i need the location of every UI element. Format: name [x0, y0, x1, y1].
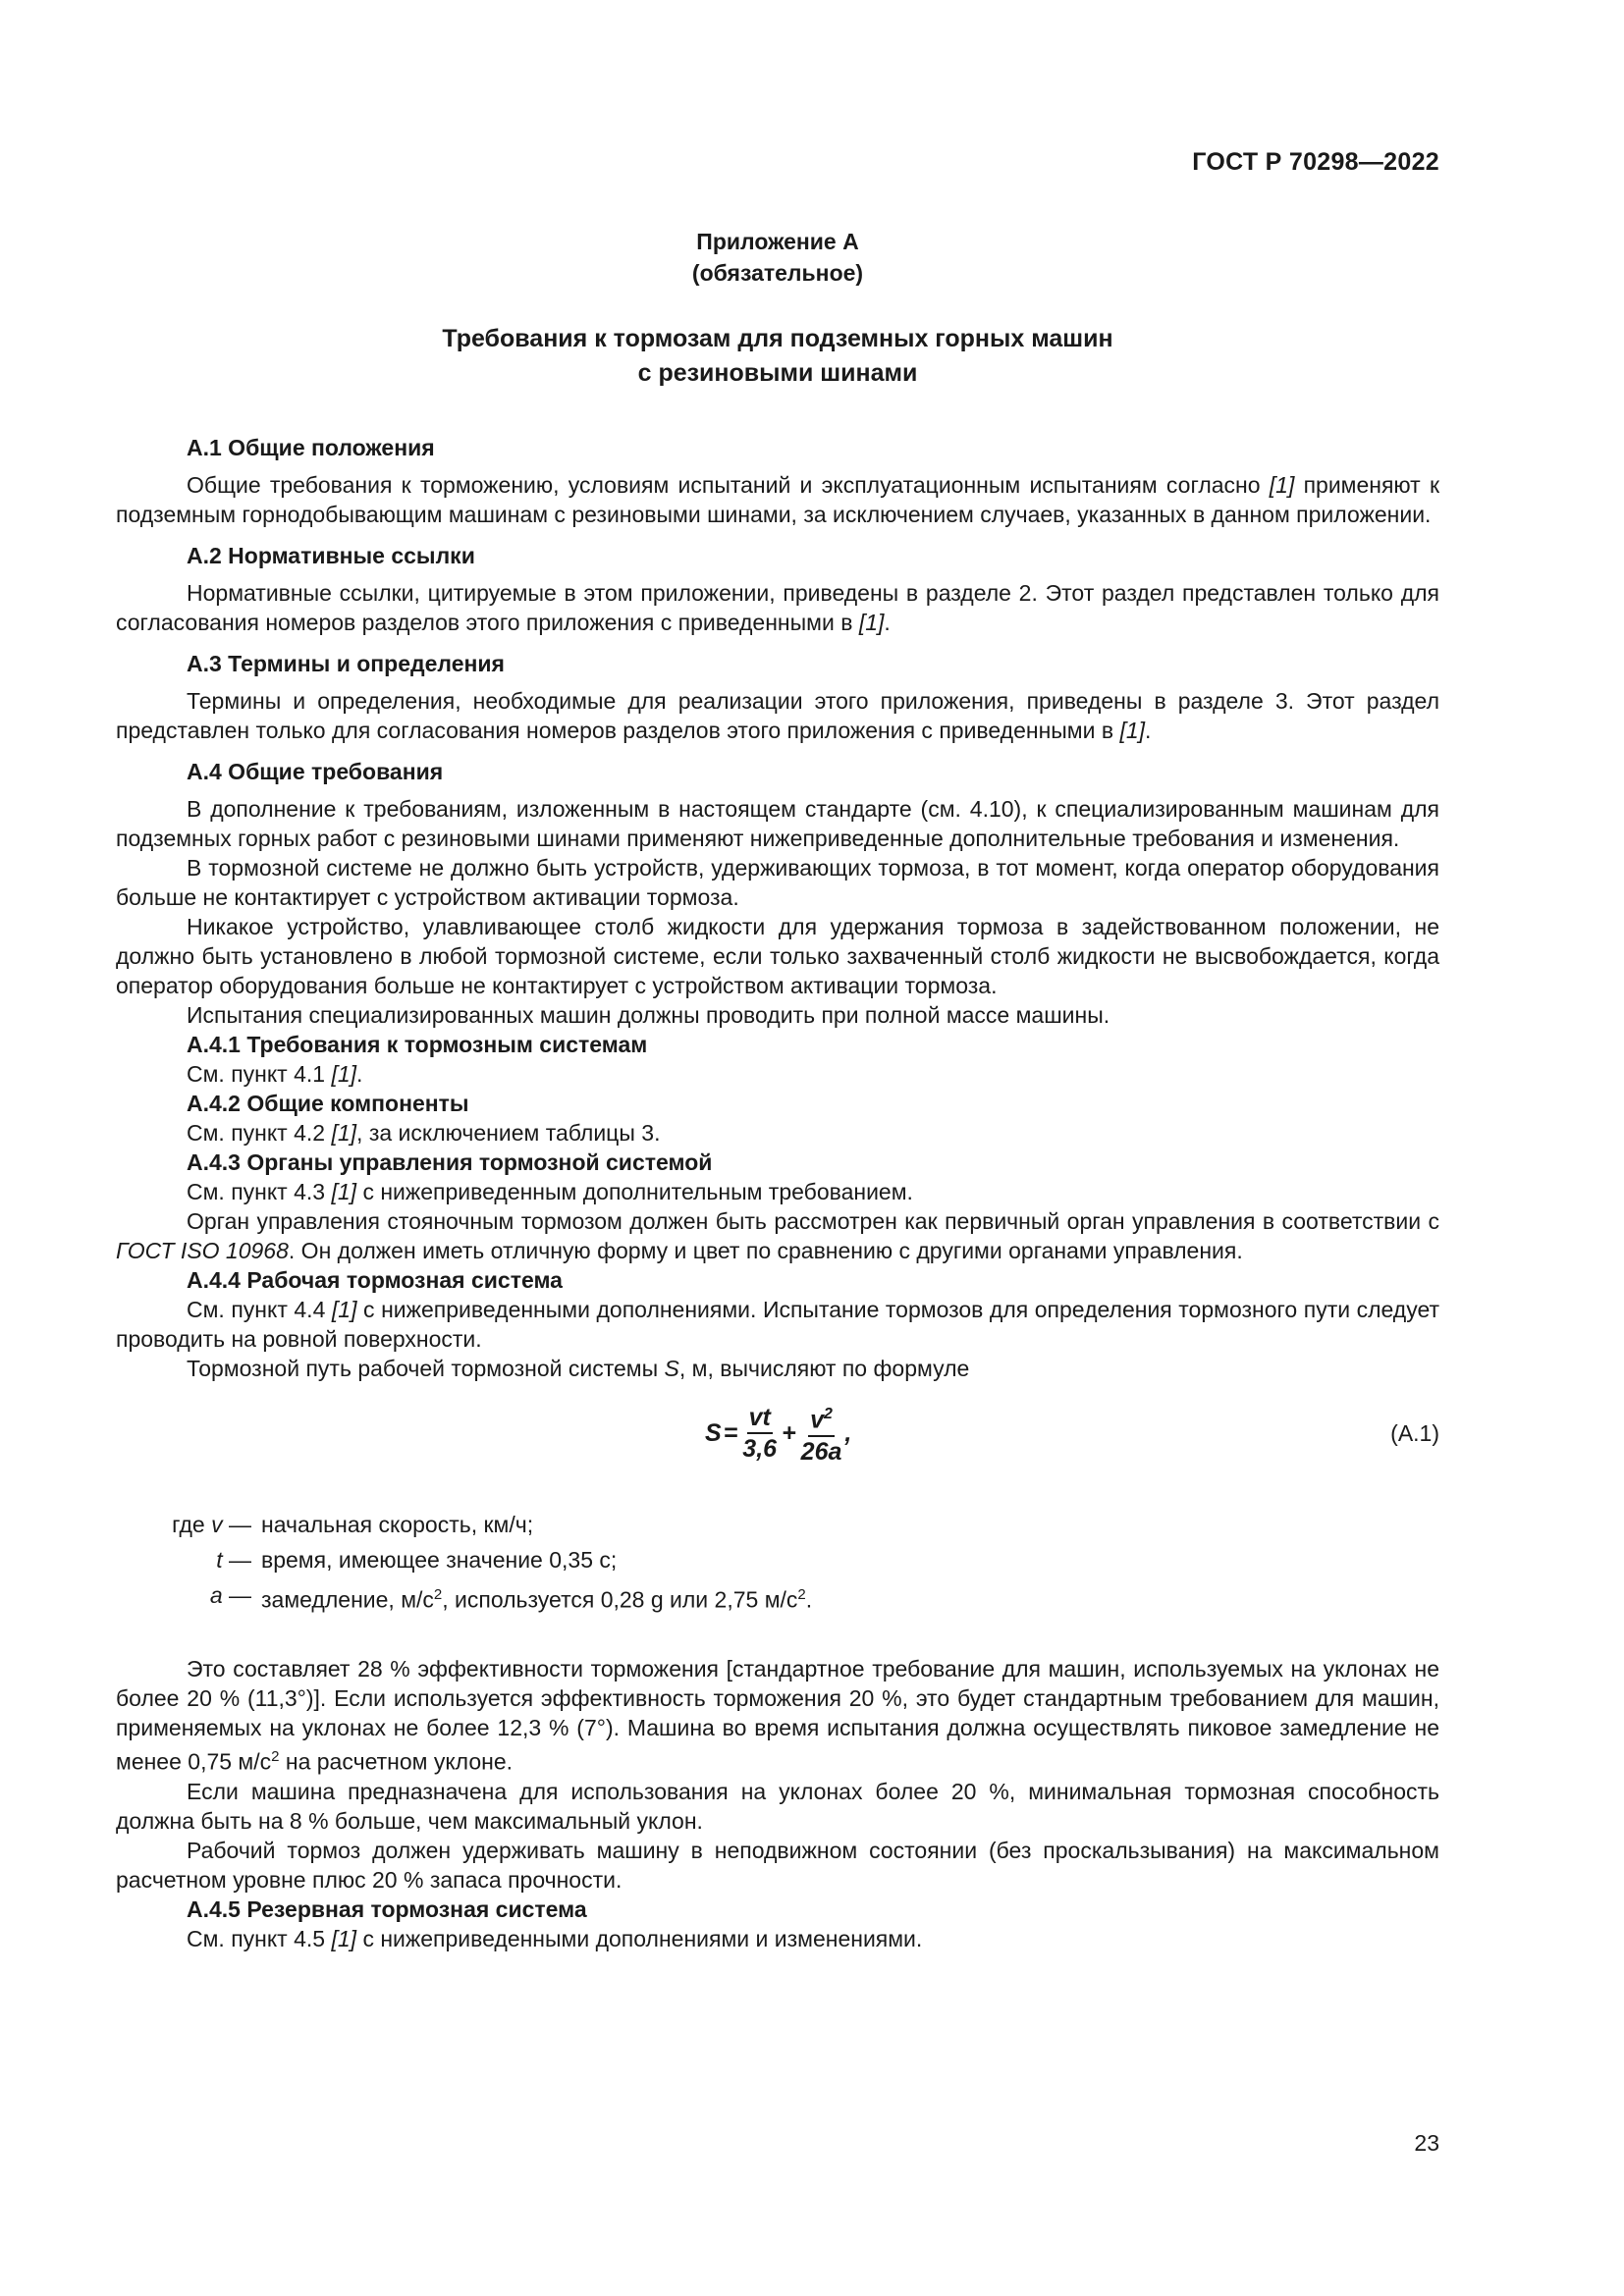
symbol: S — [664, 1356, 679, 1381]
formula-comma: , — [844, 1419, 852, 1447]
page-number: 23 — [1414, 2130, 1439, 2156]
formula-number: (А.1) — [1390, 1420, 1439, 1446]
subsection-a44-paragraph-4: Если машина предназначена для использования на уклонах более 20 %, минимальная тормозная способность должна быть на 8 % больше, чем максимальный уклон. — [116, 1778, 1439, 1834]
text: — — [229, 1512, 251, 1537]
section-a4-paragraph-3: Никакое устройство, улавливающее столб жидкости для удержания тормоза в задействованном положении, не должно быть установлено в любой тормозной системе, если только захваченный столб жидкости не высвобождается, когда оператор оборудования больше не контактирует с устройством активации тормоза. — [116, 914, 1439, 998]
reference: [1] — [331, 1061, 357, 1087]
legend-symbol — [88, 1577, 261, 1613]
subsection-a44-paragraph-3 — [116, 1654, 1439, 1777]
subsection-a44-paragraph-5: Рабочий тормоз должен удерживать машину в неподвижном состоянии (без проскальзывания) на максимальном расчетном уровне плюс 20 % запаса прочности. — [116, 1837, 1439, 1893]
formula-a1 — [116, 1393, 1439, 1473]
reference: [1] — [331, 1297, 357, 1322]
text: где — [172, 1512, 205, 1537]
annex-status: (обязательное) — [691, 260, 864, 286]
formula-lhs: S — [705, 1419, 722, 1447]
text: применяют к подземным горнодобывающим машинам с резиновыми шинами, за исключением случаев, указанных в данном приложении. — [116, 472, 1440, 527]
text: . — [805, 1586, 813, 1613]
subsection-heading-a43: А.4.3 Органы управления тормозной системой — [187, 1149, 713, 1175]
reference: [1] — [331, 1925, 357, 1951]
text: См. пункт 4.4 — [187, 1297, 326, 1322]
fraction-denominator: 3,6 — [742, 1435, 778, 1463]
superscript: 2 — [433, 1586, 443, 1603]
text: с нижеприведенным дополнительным требованием. — [362, 1179, 913, 1204]
section-a2-paragraph — [116, 578, 1439, 637]
subsection-a44-paragraph-1 — [116, 1295, 1439, 1354]
text: Нормативные ссылки, цитируемые в этом приложении, приведены в разделе 2. Этот раздел представлен только для согласования номеров разделов этого приложения с приведенными в — [116, 580, 1439, 635]
text: , используется 0,28 g или 2,75 м/с — [442, 1586, 798, 1613]
text: , м, вычисляют по формуле — [678, 1356, 970, 1381]
fraction-denominator: 26a — [800, 1437, 842, 1466]
text: — — [229, 1582, 251, 1608]
reference: [1] — [331, 1179, 357, 1204]
superscript: 2 — [271, 1748, 280, 1765]
section-a3-paragraph — [116, 686, 1439, 745]
section-a4-paragraph-1: В дополнение к требованиям, изложенным в настоящем стандарте (см. 4.10), к специализированным машинам для подземных горных работ с резиновыми шинами применяют нижеприведенные дополнительные требования и изменения. — [116, 796, 1439, 851]
formula-legend — [116, 1507, 1439, 1613]
annex-heading — [116, 322, 1439, 391]
reference: [1] — [1119, 718, 1146, 743]
symbol: t — [216, 1547, 223, 1573]
text: . — [356, 1061, 363, 1087]
section-heading-a1: А.1 Общие положения — [187, 435, 435, 460]
text: . — [884, 610, 891, 635]
subsection-heading-a45: А.4.5 Резервная тормозная система — [187, 1896, 587, 1922]
document-code: ГОСТ Р 70298—2022 — [1192, 148, 1439, 176]
text: См. пункт 4.3 — [187, 1179, 326, 1204]
text: Тормозной путь рабочей тормозной системы — [187, 1356, 659, 1381]
section-heading-a2: А.2 Нормативные ссылки — [187, 543, 475, 568]
legend-row — [116, 1507, 1439, 1542]
reference: [1] — [331, 1120, 357, 1146]
text: замедление, м/с — [261, 1586, 434, 1613]
text: — — [229, 1547, 251, 1573]
reference: [1] — [1269, 472, 1295, 498]
legend-row — [116, 1542, 1439, 1577]
superscript: 2 — [797, 1586, 806, 1603]
section-heading-a4: А.4 Общие требования — [187, 759, 444, 784]
symbol: v — [211, 1512, 223, 1537]
subsection-a43-paragraph — [116, 1206, 1439, 1265]
subsection-a43-text — [116, 1177, 1439, 1206]
text: , за исключением таблицы 3. — [356, 1120, 661, 1146]
legend-text: время, имеющее значение 0,35 с; — [261, 1547, 618, 1573]
subsection-a42-text — [116, 1118, 1439, 1148]
annex-label — [116, 226, 1439, 289]
legend-row — [116, 1577, 1439, 1613]
annex-heading-line1: Требования к тормозам для подземных горных машин — [442, 325, 1113, 352]
subsection-a45-text — [116, 1924, 1439, 1953]
subsection-a44-paragraph-2 — [116, 1354, 1439, 1383]
page-content — [116, 226, 1439, 1953]
fraction-numerator: vt — [747, 1403, 773, 1434]
text: См. пункт 4.5 — [187, 1925, 326, 1951]
text: с нижеприведенными дополнениями. Испытание тормозов для определения тормозного пути следует проводить на ровной поверхности. — [116, 1297, 1440, 1352]
section-heading-a3: А.3 Термины и определения — [187, 651, 505, 676]
text: Орган управления стояночным тормозом должен быть рассмотрен как первичный орган управления в соответствии с — [187, 1208, 1439, 1234]
formula-expression — [705, 1393, 851, 1473]
legend-symbol — [88, 1507, 261, 1542]
standard-reference: ГОСТ ISO 10968 — [116, 1238, 289, 1263]
reference: [1] — [858, 610, 885, 635]
section-a1-paragraph — [116, 470, 1439, 529]
subsection-heading-a41: А.4.1 Требования к тормозным системам — [187, 1032, 648, 1057]
text: с нижеприведенными дополнениями и изменениями. — [362, 1925, 923, 1951]
text: . — [1145, 718, 1152, 743]
fraction-numerator — [808, 1400, 835, 1436]
text: См. пункт 4.2 — [187, 1120, 326, 1146]
text: Общие требования к торможению, условиям испытаний и эксплуатационным испытаниям согласно — [187, 472, 1261, 498]
section-a4-paragraph-2: В тормозной системе не должно быть устройств, удерживающих тормоза, в тот момент, когда оператор оборудования больше не контактирует с устройством активации тормоза. — [116, 855, 1439, 910]
text: Это составляет 28 % эффективности торможения [стандартное требование для машин, используемых на уклонах не более 20 % (11,3°)]. Если используется эффективность торможения 20 %, это будет стандартным требованием для машин, применяемых на уклонах не более 12,3 % (7°). Машина во время испытания должна осуществлять пиковое замедление не менее 0,75 м/с — [116, 1656, 1439, 1775]
subsection-a41-text — [116, 1059, 1439, 1089]
text: . Он должен иметь отличную форму и цвет по сравнению с другими органами управления. — [288, 1238, 1243, 1263]
text: на расчетном уклоне. — [279, 1748, 513, 1775]
formula-fraction-2 — [801, 1400, 842, 1466]
formula-plus: + — [782, 1419, 796, 1447]
text: Термины и определения, необходимые для реализации этого приложения, приведены в разделе 3. Этот раздел представлен только для согласования номеров разделов этого приложения с приведенными в — [116, 688, 1439, 743]
subsection-heading-a42: А.4.2 Общие компоненты — [187, 1091, 469, 1116]
legend-symbol — [88, 1542, 261, 1577]
legend-text: начальная скорость, км/ч; — [261, 1512, 534, 1537]
legend-text — [261, 1577, 1439, 1613]
section-a4-paragraph-4: Испытания специализированных машин должны проводить при полной массе машины. — [187, 1002, 1110, 1028]
annex-heading-line2: с резиновыми шинами — [637, 359, 918, 387]
annex-title: Приложение А — [696, 229, 859, 254]
subsection-heading-a44: А.4.4 Рабочая тормозная система — [187, 1267, 563, 1293]
symbol: a — [209, 1582, 223, 1608]
numerator-exponent: 2 — [824, 1406, 833, 1423]
numerator-base: v — [810, 1406, 825, 1434]
text: См. пункт 4.1 — [187, 1061, 326, 1087]
formula-fraction-1 — [742, 1403, 777, 1464]
formula-equals: = — [723, 1419, 738, 1447]
